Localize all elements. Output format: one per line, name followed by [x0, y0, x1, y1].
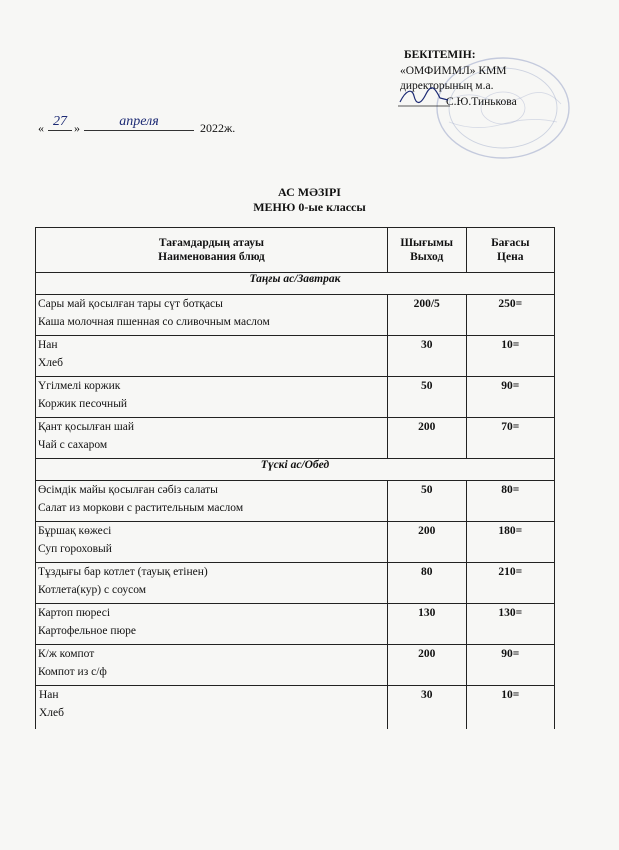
approval-block [400, 48, 610, 110]
dish-name-kz: Нан [39, 689, 59, 701]
dish-output: 200 [387, 418, 466, 459]
dish-name-kz: Үгілмелі коржик [38, 380, 121, 392]
dish-price: 80= [466, 481, 554, 522]
dish-price: 90= [466, 645, 554, 686]
dish-price: 210= [466, 563, 554, 604]
document-date [36, 116, 236, 136]
dish-name-kz: К/ж компот [38, 648, 95, 660]
dish-name-ru: Картофельное пюре [38, 624, 137, 637]
dish-name-ru: Чай с сахаром [38, 438, 108, 451]
menu-table [35, 227, 555, 729]
dish-name-ru: Коржик песочный [38, 397, 128, 410]
dish-price: 250= [466, 295, 554, 336]
dish-name-ru: Компот из с/ф [38, 665, 107, 678]
dish-name-ru: Котлета(кур) с соусом [38, 583, 147, 596]
dish-name-ru: Салат из моркови с растительным маслом [38, 501, 244, 514]
dish-price: 70= [466, 418, 554, 459]
dish-name-kz: Бұршақ көжесі [38, 525, 112, 537]
dish-output: 200 [387, 645, 466, 686]
dish-name-kz: Өсімдік майы қосылған сәбіз салаты [38, 484, 218, 496]
table-row [36, 336, 555, 377]
dish-name-ru: Хлеб [38, 356, 63, 369]
dish-output: 200/5 [387, 295, 466, 336]
header-name: Тағамдардың атауы Наименования блюд [36, 228, 388, 273]
dish-output: 50 [387, 377, 466, 418]
dish-price: 90= [466, 377, 554, 418]
table-row [36, 686, 555, 730]
approval-org: «ОМФИММЛ» КММ [400, 64, 507, 77]
table-row [36, 604, 555, 645]
dish-name-ru: Хлеб [39, 706, 64, 719]
section-title: Түскі ас/Обед [36, 459, 555, 481]
section-title: Таңғы ас/Завтрак [36, 273, 555, 295]
dish-name-ru: Суп гороховый [38, 542, 112, 555]
dish-price: 180= [466, 522, 554, 563]
dish-output: 30 [387, 686, 466, 730]
dish-name-kz: Сары май қосылған тары сүт ботқасы [38, 298, 223, 310]
section-row-lunch [36, 459, 555, 481]
date-month: апреля [84, 114, 194, 131]
header-output: Шығымы Выход [387, 228, 466, 273]
dish-price: 130= [466, 604, 554, 645]
approval-position: директорының м.а. [400, 80, 494, 92]
dish-name-ru: Каша молочная пшенная со сливочным маслом [38, 315, 270, 328]
dish-output: 80 [387, 563, 466, 604]
date-day: 27 [48, 114, 72, 131]
table-row [36, 563, 555, 604]
dish-name-kz: Тұздығы бар котлет (тауық етінен) [38, 566, 208, 578]
approval-signatory: С.Ю.Тинькова [446, 95, 517, 108]
dish-name-kz: Нан [38, 339, 58, 351]
page-title: АС МӘЗІРІ [278, 185, 341, 199]
dish-price: 10= [466, 336, 554, 377]
approval-heading: БЕКІТЕМІН: [404, 49, 476, 61]
dish-price: 10= [466, 686, 554, 730]
date-year: 2022ж. [200, 121, 236, 135]
header-price: Бағасы Цена [466, 228, 554, 273]
table-row [36, 377, 555, 418]
date-open-quote: « [38, 121, 44, 135]
dish-name-kz: Картоп пюресі [38, 607, 111, 619]
dish-output: 200 [387, 522, 466, 563]
dish-output: 130 [387, 604, 466, 645]
date-close-quote: » [74, 121, 80, 135]
table-row [36, 295, 555, 336]
signature-line [400, 95, 610, 111]
signature-icon [396, 86, 452, 110]
dish-output: 50 [387, 481, 466, 522]
table-row [36, 418, 555, 459]
dish-name-kz: Қант қосылған шай [38, 421, 134, 433]
table-row [36, 481, 555, 522]
table-row [36, 522, 555, 563]
table-header-row [36, 228, 555, 273]
section-row-breakfast [36, 273, 555, 295]
table-row [36, 645, 555, 686]
page-subtitle: МЕНЮ 0-ые классы [253, 200, 366, 214]
dish-output: 30 [387, 336, 466, 377]
